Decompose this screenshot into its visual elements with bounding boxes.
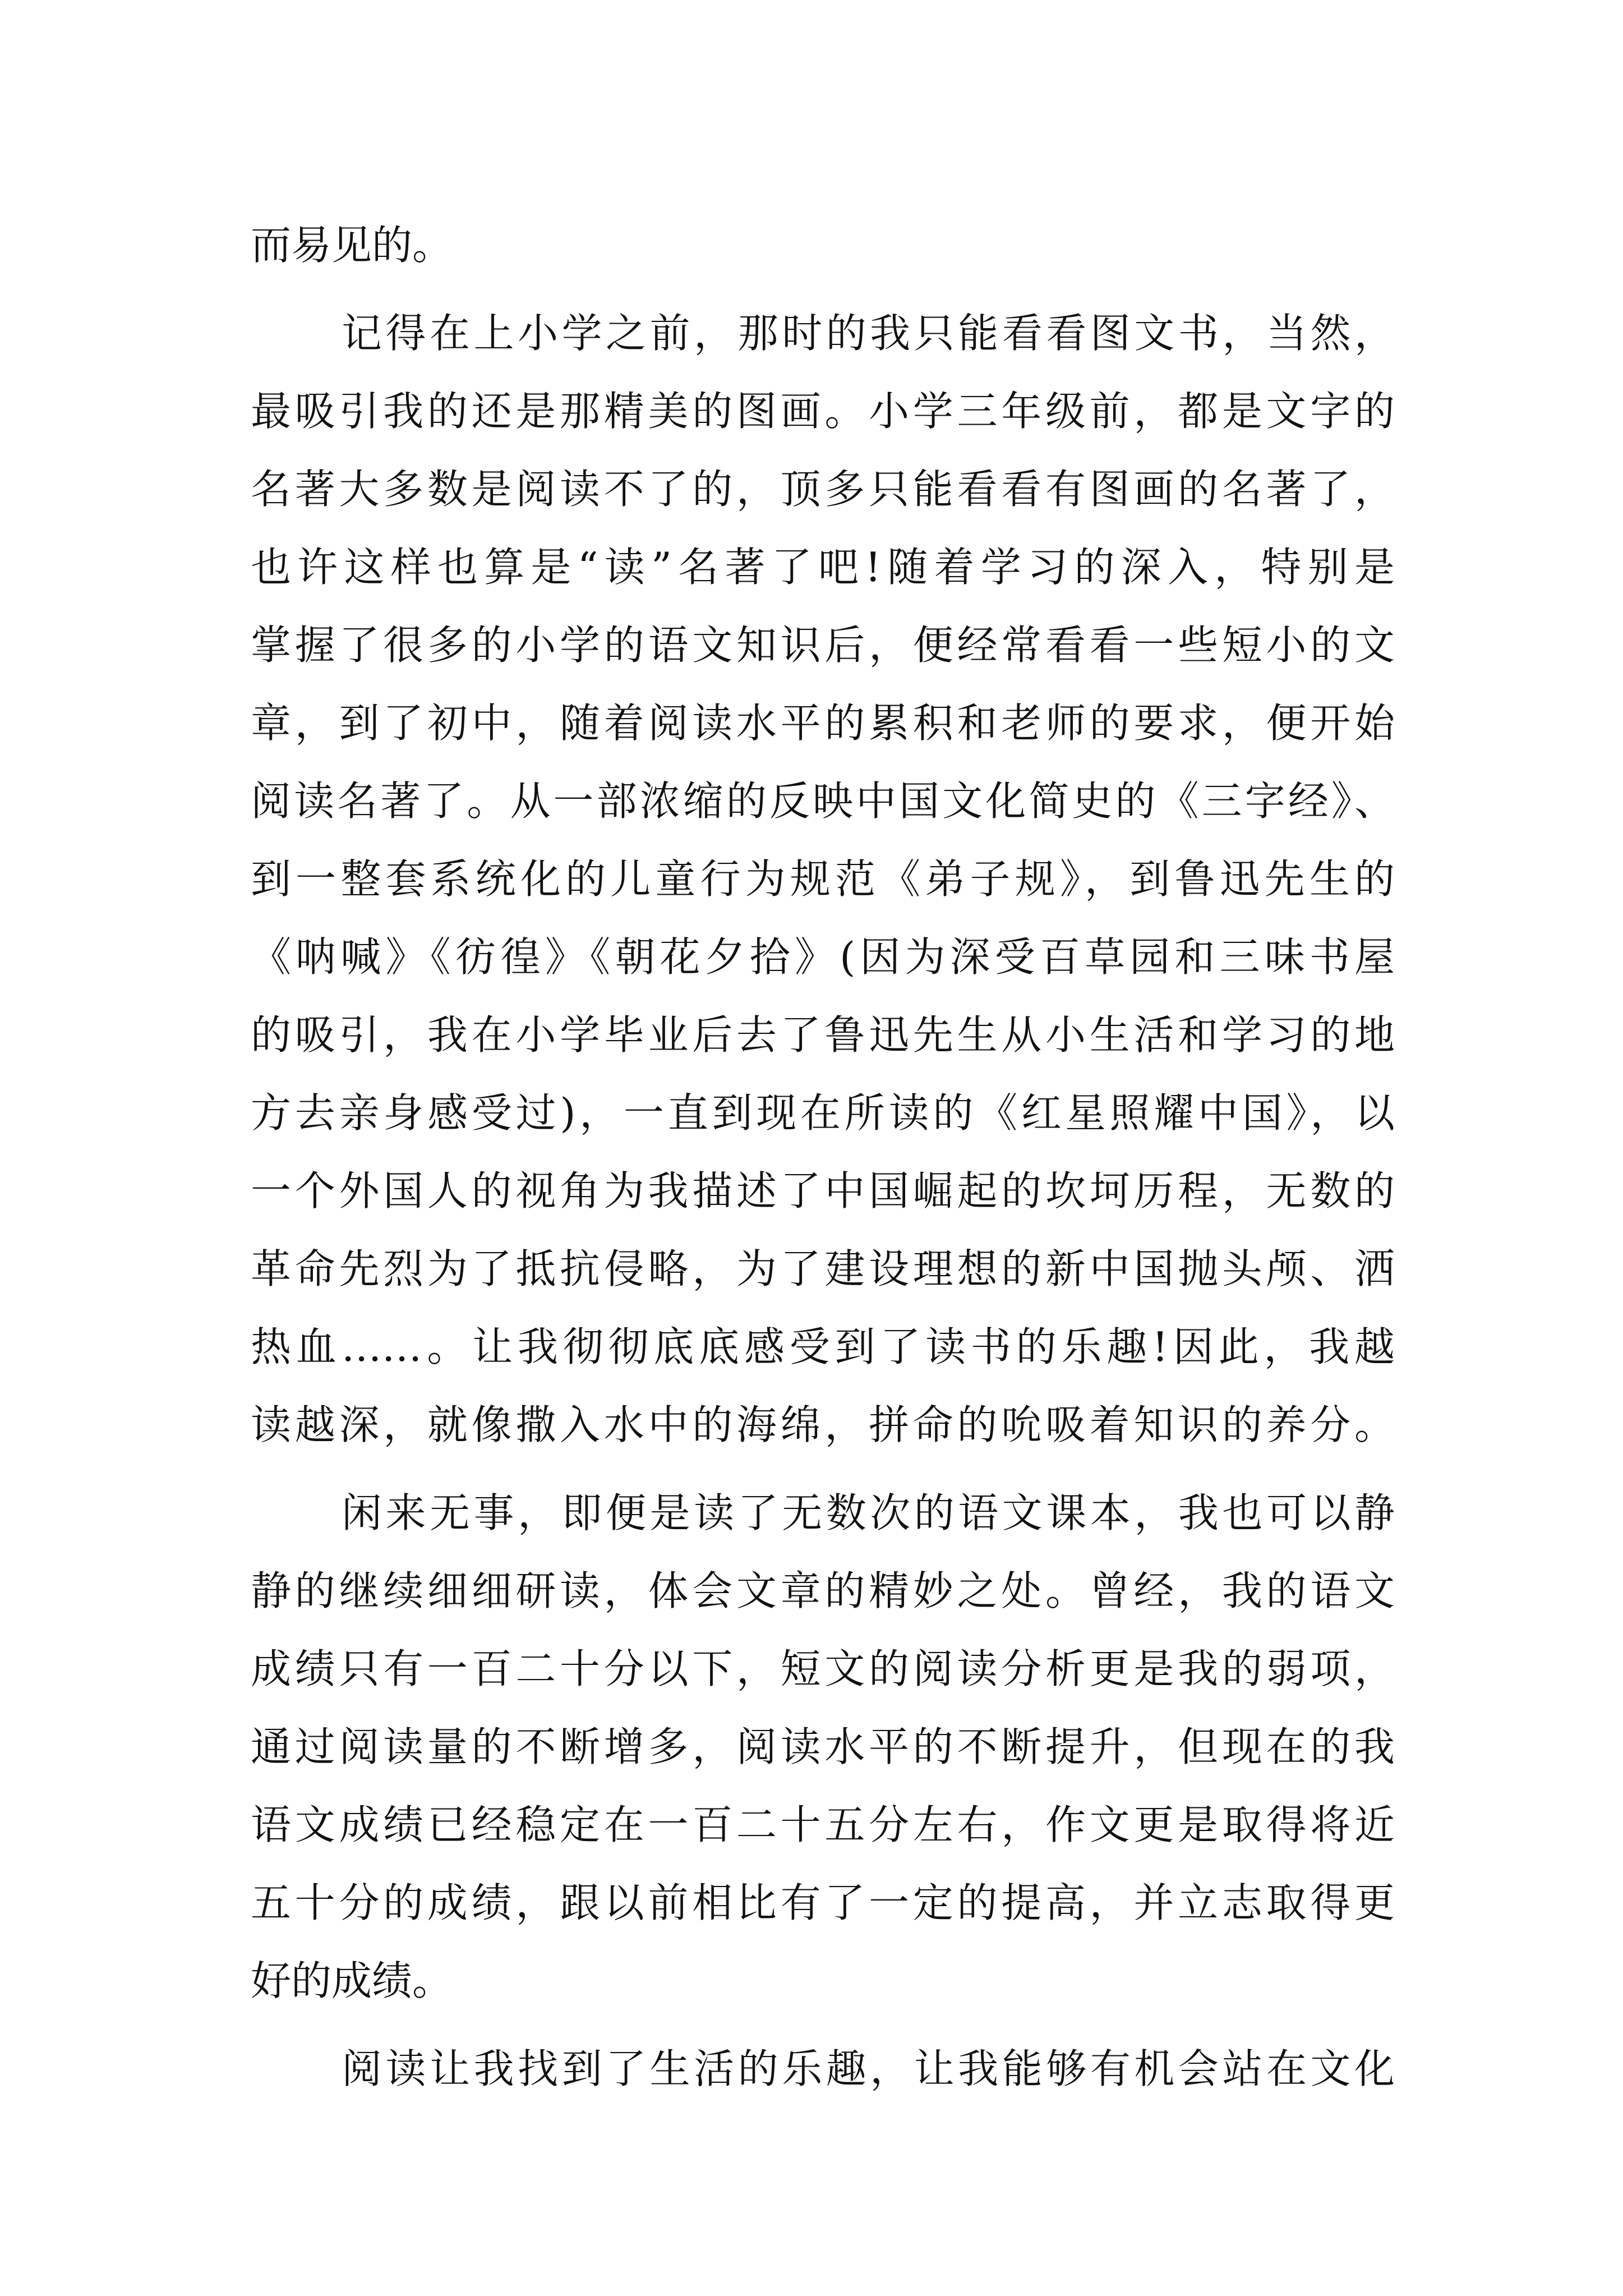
text-line: 通过阅读量的不断增多，阅读水平的不断提升，但现在的我 xyxy=(251,1723,1395,1770)
text-line: 的吸引，我在小学毕业后去了鲁迅先生从小生活和学习的地 xyxy=(251,1011,1395,1059)
text-line: 读越深，就像撒入水中的海绵，拼命的吮吸着知识的养分。 xyxy=(251,1401,1395,1448)
text-line: 名著大多数是阅读不了的，顶多只能看看有图画的名著了， xyxy=(251,466,1395,513)
text-line: 革命先烈为了抵抗侵略，为了建设理想的新中国抛头颅、洒 xyxy=(251,1245,1395,1292)
text-line: 记得在上小学之前，那时的我只能看看图文书，当然， xyxy=(342,310,1395,357)
text-line: 好的成绩。 xyxy=(251,1957,453,2004)
text-line: 也许这样也算是“读”名著了吧!随着学习的深入，特别是 xyxy=(251,544,1395,591)
text-line: 热血……。让我彻彻底底感受到了读书的乐趣!因此，我越 xyxy=(251,1323,1395,1370)
text-line: 《呐喊》《彷徨》《朝花夕拾》(因为深受百草园和三味书屋 xyxy=(251,933,1395,981)
text-line: 闲来无事，即便是读了无数次的语文课本，我也可以静 xyxy=(342,1489,1395,1536)
text-line: 章，到了初中，随着阅读水平的累积和老师的要求，便开始 xyxy=(251,700,1395,747)
text-line: 五十分的成绩，跟以前相比有了一定的提高，并立志取得更 xyxy=(251,1879,1395,1926)
document-body xyxy=(251,206,1395,2108)
text-line: 掌握了很多的小学的语文知识后，便经常看看一些短小的文 xyxy=(251,622,1395,669)
text-line: 阅读名著了。从一部浓缩的反映中国文化简史的《三字经》、 xyxy=(251,777,1395,825)
text-line: 语文成绩已经稳定在一百二十五分左右，作文更是取得将近 xyxy=(251,1801,1395,1848)
text-line: 而易见的。 xyxy=(251,222,453,269)
text-line: 最吸引我的还是那精美的图画。小学三年级前，都是文字的 xyxy=(251,388,1395,435)
text-line: 成绩只有一百二十分以下，短文的阅读分析更是我的弱项， xyxy=(251,1645,1395,1692)
text-line: 阅读让我找到了生活的乐趣，让我能够有机会站在文化 xyxy=(342,2045,1395,2092)
text-line: 方去亲身感受过)，一直到现在所读的《红星照耀中国》，以 xyxy=(251,1089,1395,1137)
text-line: 一个外国人的视角为我描述了中国崛起的坎坷历程，无数的 xyxy=(251,1167,1395,1214)
text-line: 静的继续细细研读，体会文章的精妙之处。曾经，我的语文 xyxy=(251,1567,1395,1614)
text-line: 到一整套系统化的儿童行为规范《弟子规》，到鲁迅先生的 xyxy=(251,855,1395,903)
